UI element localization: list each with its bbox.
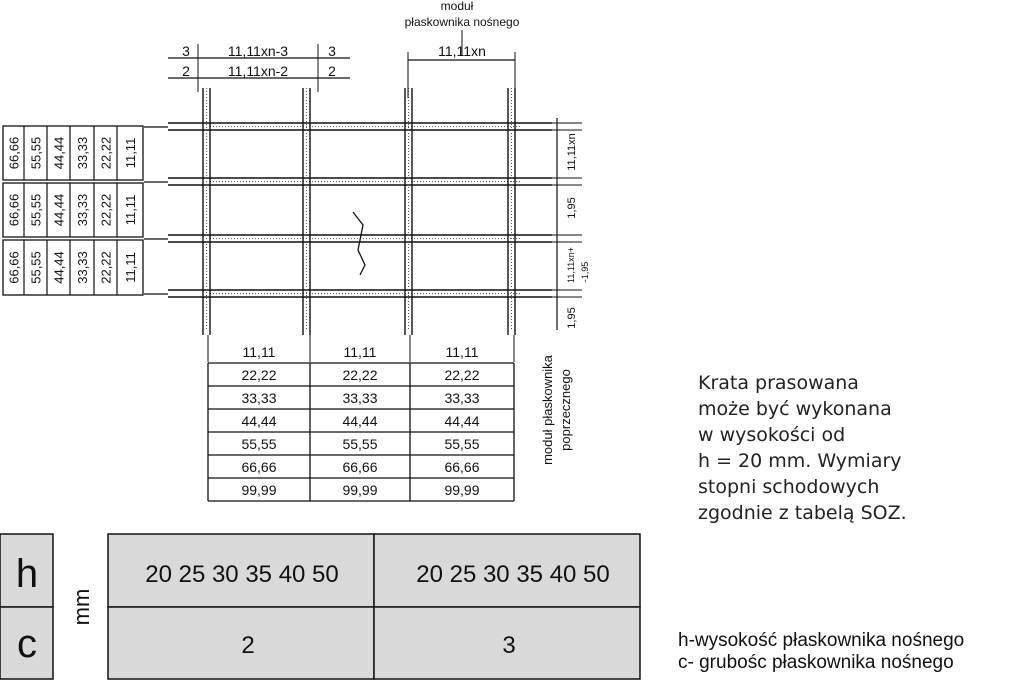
value-column-cell: 33,33 — [75, 136, 90, 170]
value-column-cell: 66,66 — [6, 251, 22, 284]
pitch-mid-b: 11,11xn-2 — [227, 63, 289, 79]
side-label-5: 1,95 — [566, 307, 578, 329]
table-cell: 33,33 — [342, 390, 378, 406]
value-column-cell: 66,66 — [6, 193, 22, 227]
spec-unit: mm — [69, 588, 94, 626]
table-cell: 11,11 — [445, 344, 479, 360]
table-cell: 22,22 — [444, 367, 480, 383]
grating-lines — [144, 30, 582, 362]
spec-heights-1: 20 25 30 35 40 50 — [145, 561, 339, 588]
top-note-line-2: płaskownika nośnego — [404, 15, 520, 29]
table-cell: 33,33 — [241, 390, 277, 406]
spec-table — [0, 534, 640, 679]
value-column-cell: 33,33 — [75, 193, 90, 227]
value-column-cell: 11,11 — [123, 137, 138, 169]
table-cell: 11,11 — [242, 344, 276, 360]
legend-h: h-wysokość płaskownika nośnego — [678, 630, 965, 651]
table-cell: 11,11 — [343, 344, 377, 360]
value-column-cell: 55,55 — [28, 251, 44, 284]
table-cell: 55,55 — [444, 436, 480, 452]
spec-h-label: h — [15, 552, 39, 596]
pitch-mid-a: 11,11xn-3 — [227, 43, 289, 59]
side-label-4: -1,95 — [580, 261, 590, 283]
pitch-right-a: 3 — [328, 43, 336, 59]
left-value-columns — [3, 126, 143, 295]
spec-thick-2: 3 — [502, 632, 516, 659]
legend-block — [678, 630, 964, 674]
table-cell: 44,44 — [444, 413, 480, 429]
value-column-cell: 22,22 — [98, 136, 114, 170]
pitch-left-b: 2 — [182, 63, 190, 79]
note-block — [698, 370, 907, 526]
value-column-cell: 44,44 — [51, 136, 67, 170]
break-symbol — [353, 212, 365, 275]
top-note-line-1: moduł — [440, 0, 474, 13]
cross-module-label-2: poprzecznego — [558, 369, 573, 451]
pitch-right-b: 2 — [328, 63, 336, 79]
spec-heights-2: 20 25 30 35 40 50 — [416, 561, 610, 588]
table-cell: 44,44 — [342, 413, 378, 429]
value-column-cell: 11,11 — [123, 194, 138, 226]
cross-module-label-1: moduł płaskownika — [540, 355, 555, 465]
table-cell: 66,66 — [241, 459, 277, 475]
value-column-cell: 66,66 — [6, 136, 22, 170]
table-cell: 99,99 — [342, 482, 378, 498]
note-line: może być wykonana — [698, 398, 892, 420]
table-cell: 66,66 — [342, 459, 378, 475]
value-column-cell: 11,11 — [123, 252, 138, 283]
note-line: h = 20 mm. Wymiary — [698, 450, 902, 472]
value-column-cell: 22,22 — [98, 193, 114, 227]
table-cell: 99,99 — [241, 482, 277, 498]
value-column-cell: 55,55 — [28, 136, 44, 170]
value-column-cell: 22,22 — [98, 251, 114, 284]
side-label-3: 11,11xn+ — [566, 247, 576, 283]
table-cell: 22,22 — [241, 367, 277, 383]
side-label-2: 1,95 — [566, 197, 578, 219]
note-line: w wysokości od — [698, 424, 846, 446]
value-column-cell: 44,44 — [51, 251, 67, 284]
table-cell: 99,99 — [444, 482, 480, 498]
note-line: Krata prasowana — [698, 372, 859, 394]
bottom-value-table — [208, 344, 514, 501]
table-cell: 55,55 — [241, 436, 277, 452]
value-column-cell: 44,44 — [51, 193, 67, 227]
table-cell: 44,44 — [241, 413, 277, 429]
legend-c: c- grubośc płaskownika nośnego — [678, 652, 954, 673]
table-cell: 22,22 — [342, 367, 378, 383]
pitch-span: 11,11xn — [438, 43, 486, 59]
value-column-cell: 33,33 — [75, 251, 90, 284]
pitch-left-a: 3 — [182, 43, 190, 59]
spec-c-label: c — [17, 622, 37, 666]
spec-thick-1: 2 — [241, 632, 255, 659]
note-line: stopni schodowych — [698, 476, 880, 498]
table-cell: 55,55 — [342, 436, 378, 452]
table-cell: 66,66 — [444, 459, 480, 475]
value-column-cell: 55,55 — [28, 193, 44, 227]
note-line: zgodnie z tabelą SOZ. — [698, 502, 907, 524]
table-cell: 33,33 — [444, 390, 480, 406]
side-label-1: 11,11xn — [566, 133, 578, 171]
